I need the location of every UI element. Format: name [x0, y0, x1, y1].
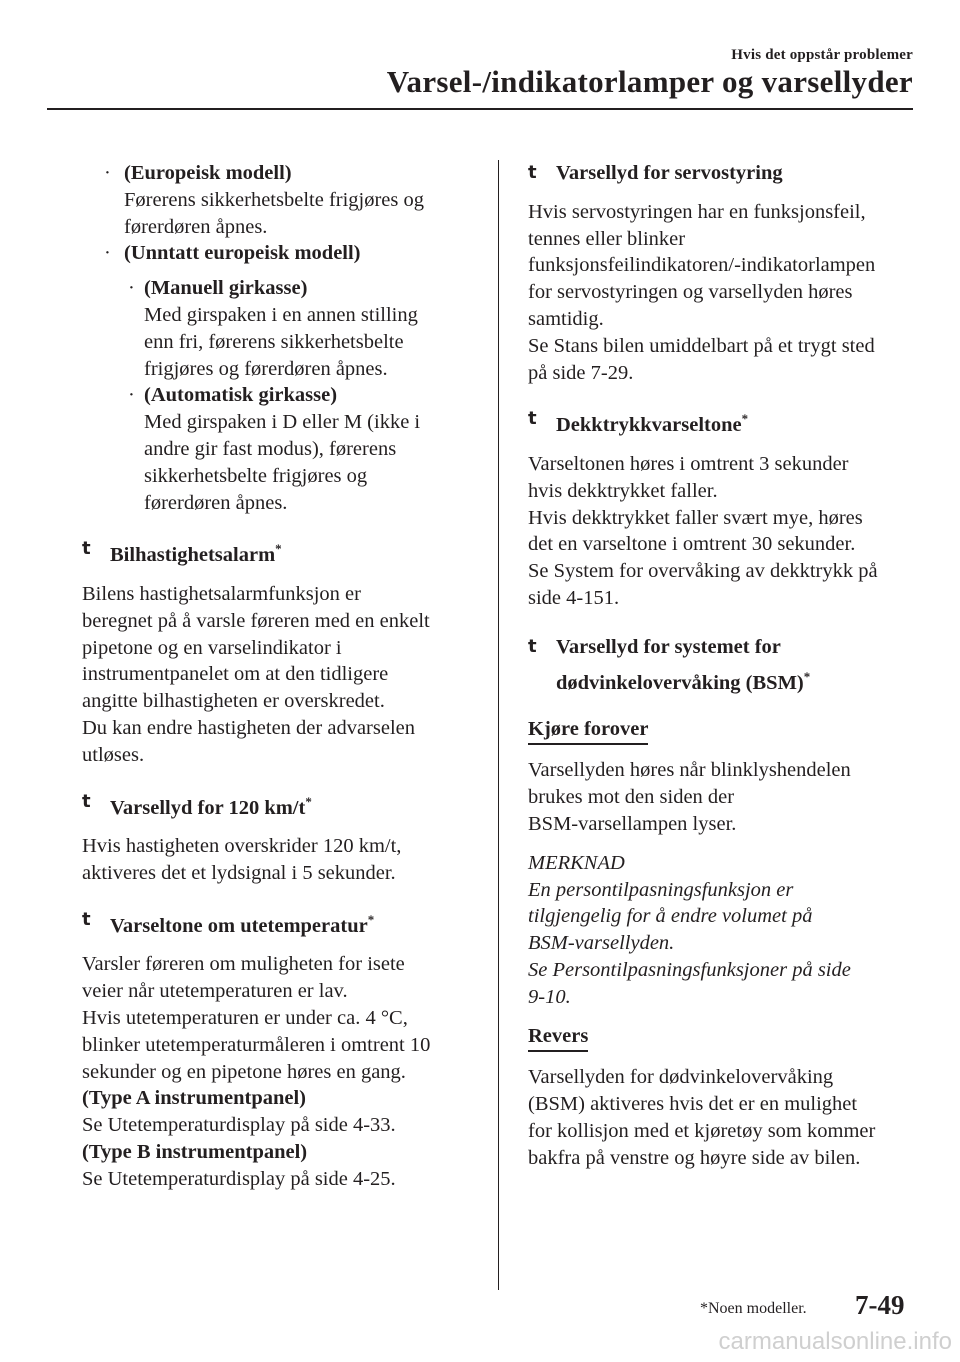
- section-marker-icon: t: [528, 162, 537, 183]
- paragraph-reverse: Varsellyden for dødvinkelovervåking (BSM) aktiveres hvis det er en mulighet for kollisjon med et kjøretøy som kommer bakfra på venstre og høyre side av bilen.: [528, 1066, 876, 1169]
- watermark: carmanualsonline.info: [718, 1328, 952, 1355]
- paragraph-120-kmh: Hvis hastigheten overskrider 120 km/t, aktiveres det et lydsignal i 5 sekunder.: [82, 835, 402, 884]
- column-divider: [498, 160, 499, 1290]
- left-column: [82, 160, 482, 1193]
- subheading-reverse: Revers: [528, 1023, 588, 1053]
- right-column: [528, 160, 918, 1172]
- bullet-automatic-gearbox: · (Automatisk girkasse) Med girspaken i D eller M (ikke i andre gir fast modus), førerens sikkerhetsbelte frigjøres og førerdøren åpnes.: [128, 384, 421, 514]
- paragraph-forward: Varsellyden høres når blinklyshendelen brukes mot den siden der BSM-varsellampen lyser.: [528, 759, 851, 835]
- footnote-some-models: *Noen modeller.: [700, 1300, 807, 1317]
- section-marker-icon: t: [82, 908, 91, 930]
- page-number: 7-49: [855, 1290, 905, 1320]
- section-marker-icon: t: [82, 538, 91, 560]
- subheading-forward: Kjøre forover: [528, 716, 648, 746]
- section-marker-icon: t: [82, 790, 91, 812]
- header-section-label: Hvis det oppstår problemer: [731, 47, 913, 63]
- bullet-european-model: · (Europeisk modell) Førerens sikkerhetsbelte frigjøres og førerdøren åpnes.: [104, 162, 425, 238]
- heading-power-steering: t Varsellyd for servostyring: [528, 160, 918, 187]
- section-marker-icon: t: [528, 635, 537, 657]
- paragraph-power-steering: Hvis servostyringen har en funksjonsfeil, tennes eller blinker funksjonsfeilindikatoren/-indikatorlampen for servostyringen og varsellyden høres samtidig. Se Stans bilen umiddelbart på et trygt sted på side 7-29.: [528, 200, 876, 384]
- bullet-dot: ·: [128, 277, 135, 300]
- page-title: Varsel-/indikatorlamper og varsellyder: [386, 64, 913, 99]
- paragraph-speed-alarm: Bilens hastighetsalarmfunksjon er beregnet på å varsle føreren med en enkelt pipetone og en varselindikator i instrumentpanelet om at den tidligere angitte bilhastigheten er overskredet. Du kan endre hastigheten der advarselen utløses.: [82, 582, 430, 766]
- heading-tire-pressure: t Dekktrykkvarseltone*: [528, 408, 749, 437]
- section-marker-icon: t: [528, 408, 537, 430]
- heading-120-kmh: t Varsellyd for 120 km/t*: [82, 790, 312, 819]
- note-block: MERKNAD En persontilpasningsfunksjon er tilgjengelig for å endre volumet på BSM-varsellyden. Se Persontilpasningsfunksjoner på side 9-10.: [528, 851, 851, 1008]
- paragraph-outside-temperature: Varsler føreren om muligheten for isete veier når utetemperaturen er lav. Hvis utetemperaturen er under ca. 4 °C, blinker utetemperaturmåleren i omtrent 10 sekunder og en pipetone høres en gang. (Type A instrumentpanel) Se Utetemperaturdisplay på side 4-33. (Type B instrumentpanel) Se Utetemperaturdisplay på side 4-25.: [82, 953, 431, 1190]
- header-rule: [47, 108, 913, 110]
- heading-bsm: t Varsellyd for systemet for dødvinkelovervåking (BSM)*: [528, 632, 918, 698]
- paragraph-tire-pressure: Varseltonen høres i omtrent 3 sekunder hvis dekktrykket faller. Hvis dekktrykket faller svært mye, høres det en varseltone i omtrent 30 sekunder. Se System for overvåking av dekktrykk på side 4-151.: [528, 453, 878, 609]
- bullet-dot: ·: [104, 242, 111, 265]
- bullet-dot: ·: [104, 162, 111, 184]
- bullet-manual-gearbox: · (Manuell girkasse) Med girspaken i en annen stilling enn fri, førerens sikkerhetsbelte frigjøres og førerdøren åpnes.: [128, 277, 418, 380]
- heading-speed-alarm: t Bilhastighetsalarm*: [82, 538, 282, 567]
- heading-outside-temperature: t Varseltone om utetemperatur*: [82, 908, 375, 937]
- bullet-dot: ·: [128, 384, 135, 407]
- bullet-non-european-model: · (Unntatt europeisk modell): [82, 240, 482, 267]
